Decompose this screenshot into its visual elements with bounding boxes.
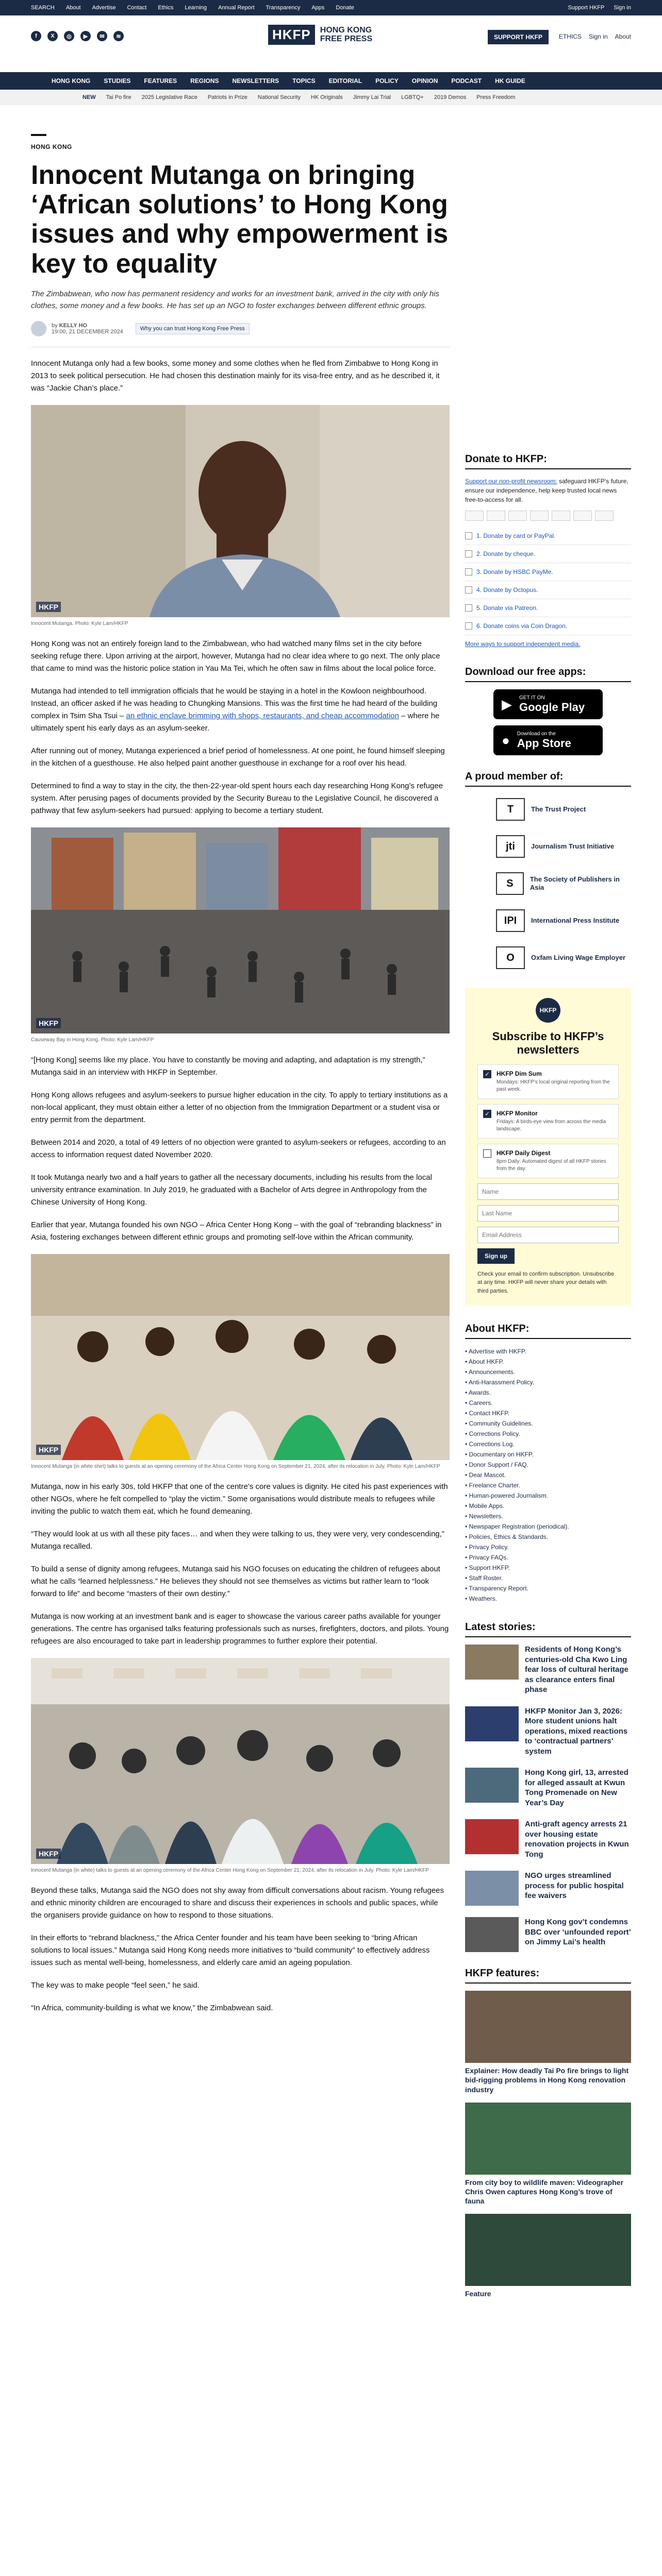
option-label: 5. Donate via Patreon. bbox=[476, 604, 538, 612]
story-thumbnail bbox=[465, 1706, 519, 1741]
topbar-sign-in[interactable]: Sign in bbox=[614, 5, 631, 11]
article-paragraph: Earlier that year, Mutanga founded his own NGO – Africa Center Hong Kong – with the goal of “rebranding blackness” in Asia, fostering exchanges between different ethnic groups and promoting self-love within the African community. bbox=[31, 1221, 442, 1242]
trending-tags bbox=[0, 90, 662, 105]
header-link-sign-in[interactable]: Sign in bbox=[588, 33, 608, 40]
about-link[interactable]: • Dear Mascot. bbox=[465, 1470, 631, 1480]
newsletter-heading: Subscribe to HKFP’s newsletters bbox=[492, 1030, 604, 1057]
article-paragraph: Determined to find a way to stay in the city, the then-22-year-old spent hours each day researching Hong Kong’s refugee system. After perusing pages of documents provided by the Security Bureau to the Legislative Council, he discovered a pathway that few asylum-seekers had pursued: applying to become a tertiary student. bbox=[31, 782, 443, 816]
donate-option[interactable] bbox=[465, 599, 631, 617]
tag-link[interactable]: National Security bbox=[257, 94, 301, 100]
main-nav-items bbox=[52, 77, 525, 84]
story-title: NGO urges streamlined process for public hospital fee waivers bbox=[525, 1871, 624, 1901]
support-hkfp-button[interactable]: SUPPORT HKFP bbox=[488, 30, 549, 44]
article-paragraph: Hong Kong allows refugees and asylum-seekers to pursue higher education in the city. To apply to tertiary institutions as a non-local applicant, they must obtain either a letter of no objection from the Immigration Department or a student visa or entry permit from the department. bbox=[31, 1091, 448, 1125]
tag-link[interactable]: Patriots in Prize bbox=[207, 94, 247, 100]
social-links bbox=[31, 31, 124, 41]
topbar-link-learning[interactable]: Learning bbox=[185, 5, 207, 11]
article-paragraph: Beyond these talks, Mutanga said the NGO does not shy away from difficult conversations about racism. Young refugees and ethnic minority children are encouraged to share and discuss their experiences in schools and public spaces, while the organisers provide guidance on how to respond to those situations. bbox=[31, 1886, 444, 1920]
option-icon bbox=[465, 550, 472, 557]
sidebar bbox=[465, 453, 631, 2307]
option-icon bbox=[465, 568, 472, 575]
photo-caption: Innocent Mutanga (in white) talks to guests at an opening ceremony of the Africa Center Hong Kong on September 21, 2024, after its relocation in July. Photo: Kyle Lam/HKFP bbox=[31, 1868, 429, 1874]
nav-item-topics[interactable]: TOPICS bbox=[292, 77, 316, 84]
paragraph-text: – where he ultimately spent his early days as an asylum-seeker. bbox=[31, 711, 440, 733]
story-thumbnail bbox=[465, 1871, 519, 1906]
photo-ceremony bbox=[31, 1254, 450, 1460]
article-standfirst: The Zimbabwean, who now has permanent residency and works for an investment bank, arrived in the city with only his clothes, some money and a few books. He has set up an NGO to foster exchanges between different ethnic groups. bbox=[31, 289, 440, 310]
story-title: Residents of Hong Kong’s centuries-old Cha Kwo Ling fear loss of cultural heritage as clearance enters final phase bbox=[525, 1645, 628, 1694]
street-illustration bbox=[31, 827, 450, 1033]
latest-story[interactable] bbox=[465, 1819, 631, 1859]
payment-methods bbox=[465, 511, 631, 521]
store-big-text: Google Play bbox=[519, 700, 585, 714]
nav-item-hong-kong[interactable]: HONG KONG bbox=[52, 77, 91, 84]
email-input[interactable] bbox=[477, 1227, 619, 1243]
option-label: 2. Donate by cheque. bbox=[476, 550, 536, 557]
article-byline bbox=[31, 321, 450, 336]
app-store-button[interactable] bbox=[493, 725, 603, 755]
about-heading: About HKFP: bbox=[465, 1323, 631, 1339]
article-paragraph: “They would look at us with all these pity faces… and when they were talking to us, they were very, very condescending,” Mutanga recalled. bbox=[31, 1530, 444, 1551]
donate-option[interactable] bbox=[465, 581, 631, 599]
nav-item-editorial[interactable]: EDITORIAL bbox=[328, 77, 362, 84]
feature-story[interactable] bbox=[465, 1991, 631, 2094]
tag-link[interactable]: 2025 Legislative Race bbox=[141, 94, 197, 100]
newsletter-option[interactable] bbox=[477, 1144, 619, 1178]
article bbox=[31, 134, 450, 2025]
logo-mark: HKFP bbox=[268, 25, 315, 45]
about-link[interactable]: • Anti-Harassment Policy. bbox=[465, 1377, 631, 1387]
article-paragraph: Between 2014 and 2020, a total of 49 letters of no objection were granted to asylum-seekers or refugees, according to an access to information request dated November 2020. bbox=[31, 1138, 446, 1160]
new-label: NEW bbox=[82, 94, 96, 100]
member-name: Journalism Trust Initiative bbox=[531, 842, 615, 851]
feature-thumbnail bbox=[465, 2214, 631, 2286]
article-headline: Innocent Mutanga on bringing ‘African solutions’ to Hong Kong issues and why empowerment is key to equality bbox=[31, 160, 449, 279]
donate-option[interactable] bbox=[465, 563, 631, 581]
checkbox-checked-icon[interactable]: ✓ bbox=[483, 1070, 491, 1078]
store-small-text: GET IT ON bbox=[519, 694, 545, 701]
store-small-text: Download on the bbox=[517, 731, 556, 737]
story-thumbnail bbox=[465, 1645, 519, 1680]
kicker-rule bbox=[31, 134, 46, 136]
member-name: Oxfam Living Wage Employer bbox=[531, 954, 626, 962]
about-link[interactable]: • Awards. bbox=[465, 1387, 631, 1398]
about-link[interactable]: • Privacy FAQs. bbox=[465, 1552, 631, 1563]
topbar-link-transparency[interactable]: Transparency bbox=[266, 5, 301, 11]
last-name-input[interactable] bbox=[477, 1205, 619, 1222]
latest-story[interactable] bbox=[465, 1871, 631, 1906]
topbar-link-apps[interactable]: Apps bbox=[311, 5, 325, 11]
photo-watermark: HKFP bbox=[36, 1018, 61, 1028]
photo-guests bbox=[31, 1658, 450, 1864]
author-avatar bbox=[31, 321, 46, 336]
option-icon bbox=[465, 622, 472, 630]
about-link[interactable]: • Weathers. bbox=[465, 1594, 631, 1604]
nav-item-policy[interactable]: POLICY bbox=[375, 77, 399, 84]
nav-item-regions[interactable]: REGIONS bbox=[190, 77, 219, 84]
newsletter-logo: HKFP bbox=[536, 998, 560, 1023]
about-link[interactable]: • Corrections Policy. bbox=[465, 1429, 631, 1439]
donate-options bbox=[465, 527, 631, 635]
header-links bbox=[559, 33, 631, 40]
newsletter-note: Check your email to confirm subscription. Unsubscribe at any time. HKFP will never share your details with third parties. bbox=[477, 1270, 615, 1294]
tag-link[interactable]: 2019 Demos bbox=[434, 94, 467, 100]
about-link[interactable]: • Privacy Policy. bbox=[465, 1542, 631, 1552]
sign-up-button[interactable]: Sign up bbox=[477, 1248, 515, 1264]
feature-story[interactable] bbox=[465, 2103, 631, 2206]
about-link[interactable]: • Newspaper Registration (periodical). bbox=[465, 1521, 631, 1532]
story-title: Anti-graft agency arrests 21 over housing estate renovation projects in Kwun Tong bbox=[525, 1820, 629, 1859]
octopus-icon bbox=[573, 511, 592, 521]
nav-item-opinion[interactable]: OPINION bbox=[411, 77, 438, 84]
tag-link[interactable]: LGBTQ+ bbox=[401, 94, 424, 100]
newsletter-desc: Mondays: HKFP’s local original reporting from the past week. bbox=[496, 1079, 610, 1092]
oxfam-icon: O bbox=[496, 946, 525, 969]
donate-heading: Donate to HKFP: bbox=[465, 453, 631, 469]
header-link-ethics[interactable]: ETHICS bbox=[558, 33, 582, 40]
mastercard-icon bbox=[465, 511, 484, 521]
about-link[interactable]: • Advertise with HKFP. bbox=[465, 1346, 631, 1357]
rss-icon[interactable]: ≋ bbox=[113, 31, 124, 41]
topbar-link-advertise[interactable]: Advertise bbox=[92, 5, 116, 11]
about-link[interactable]: • Staff Roster. bbox=[465, 1573, 631, 1583]
trending-tags-items bbox=[82, 94, 515, 100]
about-link[interactable]: • Freelance Charter. bbox=[465, 1480, 631, 1490]
patreon-icon bbox=[595, 511, 614, 521]
member-heading: A proud member of: bbox=[465, 771, 631, 787]
top-bar-right bbox=[568, 5, 631, 11]
article-paragraph: To build a sense of dignity among refugees, Mutanga said his NGO focuses on educating the children of refugees about what he calls “learned helplessness.” He believes they should not see themselves as victims but rather learn to “look forward to life” and become “masters of their own destiny.” bbox=[31, 1565, 440, 1599]
article-category[interactable]: HONG KONG bbox=[31, 143, 72, 150]
checkbox-icon[interactable] bbox=[483, 1149, 491, 1158]
article-paragraph: Innocent Mutanga only had a few books, some money and some clothes when he fled from Zimbabwe to Hong Kong in 2013 to seek political persecution. He had chosen this destination mainly for its visa-free entry, and as he described it, it was “Jackie Chan’s place.” bbox=[31, 359, 440, 393]
about-link[interactable]: • Community Guidelines. bbox=[465, 1418, 631, 1429]
feature-thumbnail bbox=[465, 2103, 631, 2175]
inline-link[interactable]: an ethnic enclave brimming with shops, restaurants, and cheap accommodation bbox=[126, 711, 399, 721]
option-icon bbox=[465, 586, 472, 594]
story-thumbnail bbox=[465, 1819, 519, 1854]
topbar-link-donate[interactable]: Donate bbox=[336, 5, 354, 11]
about-link[interactable]: • Careers. bbox=[465, 1398, 631, 1408]
newsletter-signup bbox=[465, 988, 631, 1306]
about-link[interactable]: • About HKFP. bbox=[465, 1357, 631, 1367]
guests-illustration bbox=[31, 1658, 450, 1864]
feature-title: Explainer: How deadly Tai Po fire brings to light bid-rigging problems in Hong Kong renovation industry bbox=[465, 2066, 629, 2094]
publish-date: 19:00, 21 DECEMBER 2024 bbox=[52, 329, 123, 335]
feature-title: Feature bbox=[465, 2290, 491, 2298]
article-paragraph: The key was to make people “feel seen,” he said. bbox=[31, 1981, 200, 1990]
about-link[interactable]: • Newsletters. bbox=[465, 1511, 631, 1521]
member-oxfam[interactable] bbox=[496, 943, 631, 972]
about-link[interactable]: • Support HKFP. bbox=[465, 1563, 631, 1573]
trust-button[interactable]: Why you can trust Hong Kong Free Press bbox=[136, 323, 250, 334]
member-sopa[interactable] bbox=[496, 869, 631, 898]
photo-watermark: HKFP bbox=[36, 1849, 61, 1859]
member-ipi[interactable] bbox=[496, 906, 631, 935]
top-bar bbox=[0, 0, 662, 15]
visa-icon bbox=[487, 511, 505, 521]
newsletter-option[interactable] bbox=[477, 1104, 619, 1139]
article-paragraph: “[Hong Kong] seems like my place. You have to constantly be moving and adapting, and adaptation is my strength,” Mutanga said in an interview with HKFP in September. bbox=[31, 1056, 425, 1077]
byline-text: by KELLY HO 19:00, 21 DECEMBER 2024 bbox=[52, 323, 123, 335]
photo-caption: Innocent Mutanga. Photo: Kyle Lam/HKFP bbox=[31, 621, 128, 627]
figure-ceremony bbox=[31, 1254, 450, 1470]
article-paragraph: It took Mutanga nearly two and a half years to gather all the necessary documents, including his results from the local university entrance examination. In July 2019, he graduated with a Bachelor of Arts degree in Anthropology from the Chinese University of Hong Kong. bbox=[31, 1173, 432, 1207]
facebook-icon[interactable]: f bbox=[31, 31, 41, 41]
about-link[interactable]: • Corrections Log. bbox=[465, 1439, 631, 1449]
instagram-icon[interactable]: ◎ bbox=[64, 31, 74, 41]
more-ways-link[interactable]: More ways to support independent media. bbox=[465, 640, 581, 648]
tag-link[interactable]: Jimmy Lai Trial bbox=[353, 94, 391, 100]
tag-link[interactable]: Tai Po fire bbox=[106, 94, 131, 100]
story-thumbnail bbox=[465, 1768, 519, 1803]
features-heading: HKFP features: bbox=[465, 1968, 631, 1984]
first-name-input[interactable] bbox=[477, 1183, 619, 1200]
checkbox-checked-icon[interactable]: ✓ bbox=[483, 1110, 491, 1118]
story-title: HKFP Monitor Jan 3, 2026: More student unions halt operations, mixed reactions to ‘contractual partners’ system bbox=[525, 1706, 628, 1756]
about-link[interactable]: • Mobile Apps. bbox=[465, 1501, 631, 1511]
store-big-text: App Store bbox=[517, 736, 571, 750]
donate-text: safeguard HKFP’s future, ensure our independence, help keep trusted local news free-to-access for all. bbox=[465, 478, 628, 503]
story-title: Hong Kong gov’t condemns BBC over ‘unfounded report’ on Jimmy Lai’s health bbox=[525, 1918, 631, 1947]
figure-street bbox=[31, 827, 450, 1044]
latest-story[interactable] bbox=[465, 1706, 631, 1757]
topbar-link-search[interactable]: SEARCH bbox=[31, 5, 55, 11]
photo-street bbox=[31, 827, 450, 1033]
member-name: The Society of Publishers in Asia bbox=[529, 875, 620, 891]
topbar-link-contact[interactable]: Contact bbox=[127, 5, 147, 11]
option-icon bbox=[465, 532, 472, 539]
google-play-button[interactable] bbox=[493, 689, 603, 719]
newsletter-name: HKFP Monitor bbox=[496, 1109, 538, 1117]
donate-link[interactable]: Support our non-profit newsroom: bbox=[465, 478, 557, 485]
payme-icon bbox=[552, 511, 570, 521]
photo-watermark: HKFP bbox=[36, 1445, 61, 1455]
site-logo[interactable] bbox=[268, 25, 372, 45]
photo-caption: Causeway Bay in Hong Kong. Photo: Kyle Lam/HKFP bbox=[31, 1037, 154, 1043]
logo-line-2: FREE PRESS bbox=[320, 34, 373, 43]
feature-title: From city boy to wildlife maven: Videographer Chris Owen captures Hong Kong’s trove of fauna bbox=[465, 2178, 624, 2206]
x-icon[interactable]: X bbox=[47, 31, 58, 41]
latest-story[interactable] bbox=[465, 1768, 631, 1808]
author-name[interactable]: KELLY HO bbox=[59, 323, 88, 329]
amex-icon bbox=[508, 511, 527, 521]
nav-item-hk-guide[interactable]: HK GUIDE bbox=[495, 77, 525, 84]
jti-icon: jti bbox=[496, 835, 525, 858]
feature-story[interactable] bbox=[465, 2214, 631, 2298]
trust-project-icon: T bbox=[496, 798, 525, 821]
newsletter-name: HKFP Dim Sum bbox=[496, 1070, 542, 1077]
article-paragraph: After running out of money, Mutanga experienced a brief period of homelessness. At one point, he found himself sleeping in the kitchen of a guesthouse. He also helped paint another guesthouse in exchange for a roof over his head. bbox=[31, 747, 445, 768]
article-paragraph: Mutanga is now working at an investment bank and is eager to showcase the various career paths available for younger generations. The centre has organised talks featuring professionals such as nurses, firefighters, doctors, and pilots. Young refugees are also encouraged to take part in leadership programmes to further explore their potential. bbox=[31, 1612, 449, 1646]
nav-item-features[interactable]: FEATURES bbox=[144, 77, 177, 84]
photo-watermark: HKFP bbox=[36, 602, 61, 612]
option-label: 4. Donate by Octopus. bbox=[476, 586, 538, 594]
member-name: The Trust Project bbox=[531, 805, 586, 814]
about-link[interactable]: • Human-powered Journalism. bbox=[465, 1490, 631, 1501]
about-link[interactable]: • Contact HKFP. bbox=[465, 1408, 631, 1418]
main-nav bbox=[0, 72, 662, 90]
logo-wordmark bbox=[320, 26, 372, 44]
about-link[interactable]: • Donor Support / FAQ. bbox=[465, 1460, 631, 1470]
donate-description bbox=[465, 477, 631, 504]
paragraph-text: Mutanga had intended to tell immigration officials that he would be staying in a hotel in the Kowloon neighbourhood. Instead, an officer asked if he was heading to Chungking Mansions. This was the first time he had heard of the building complex in Tsim Sha Tsui – bbox=[31, 687, 438, 721]
topbar-link-annual-report[interactable]: Annual Report bbox=[218, 5, 255, 11]
tag-link[interactable]: HK Originals bbox=[311, 94, 343, 100]
newsletter-desc: Fridays: A birds-eye view from across the media landscape. bbox=[496, 1118, 606, 1132]
tag-link[interactable]: Press Freedom bbox=[476, 94, 516, 100]
paypal-icon bbox=[530, 511, 549, 521]
article-paragraph: Hong Kong was not an entirely foreign land to the Zimbabwean, who had watched many films set in the city before seeking refuge there. Upon arriving at the airport, however, Mutanga had no clear idea where to go next. The only place that came to mind was the historic police station in Yau Ma Tei, which he often saw in films about the local police force. bbox=[31, 639, 440, 673]
newsletter-desc: 8pm Daily: Automated digest of all HKFP stories from the day. bbox=[496, 1158, 606, 1172]
about-link[interactable]: • Policies, Ethics & Standards. bbox=[465, 1532, 631, 1542]
about-link[interactable]: • Announcements. bbox=[465, 1367, 631, 1377]
about-link[interactable]: • Documentary on HKFP. bbox=[465, 1449, 631, 1460]
option-label: 3. Donate by HSBC PayMe. bbox=[476, 568, 553, 575]
top-bar-links bbox=[31, 5, 354, 11]
portrait-illustration bbox=[31, 405, 450, 617]
nav-item-studies[interactable]: STUDIES bbox=[104, 77, 131, 84]
latest-heading: Latest stories: bbox=[465, 1621, 631, 1637]
latest-story[interactable] bbox=[465, 1917, 631, 1952]
email-icon[interactable]: ✉ bbox=[97, 31, 107, 41]
google-play-icon: ▶ bbox=[502, 696, 512, 712]
about-link[interactable]: • Transparency Report. bbox=[465, 1583, 631, 1594]
newsletter-option[interactable] bbox=[477, 1064, 619, 1099]
nav-item-podcast[interactable]: PODCAST bbox=[451, 77, 482, 84]
logo-line-1: HONG KONG bbox=[320, 25, 372, 35]
story-thumbnail bbox=[465, 1917, 519, 1952]
apple-icon: ● bbox=[502, 732, 510, 748]
ipi-icon: IPI bbox=[496, 909, 525, 932]
member-trust-project[interactable] bbox=[496, 795, 631, 824]
story-title: Hong Kong girl, 13, arrested for alleged assault at Kwun Tong Promenade on New Year’s Day bbox=[525, 1768, 628, 1807]
donate-option[interactable] bbox=[465, 527, 631, 545]
donate-option[interactable] bbox=[465, 617, 631, 635]
photo-portrait bbox=[31, 405, 450, 617]
topbar-link-ethics[interactable]: Ethics bbox=[158, 5, 174, 11]
topbar-support[interactable]: Support HKFP bbox=[568, 5, 605, 11]
youtube-icon[interactable]: ▶ bbox=[80, 31, 91, 41]
topbar-link-about[interactable]: About bbox=[65, 5, 81, 11]
sopa-icon: S bbox=[496, 872, 524, 895]
ceremony-illustration bbox=[31, 1254, 450, 1460]
header-link-about[interactable]: About bbox=[615, 33, 631, 40]
photo-caption: Innocent Mutanga (in white shirt) talks to guests at an opening ceremony of the Africa Center Hong Kong on September 21, 2024, after its relocation in July. Photo: Kyle Lam/HKFP bbox=[31, 1464, 440, 1470]
figure-portrait bbox=[31, 405, 450, 628]
site-header bbox=[0, 15, 662, 77]
option-label: 6. Donate coins via Coin Dragon. bbox=[476, 622, 568, 630]
apps-heading: Download our free apps: bbox=[465, 666, 631, 682]
article-paragraph: Mutanga, now in his early 30s, told HKFP that one of the centre’s core values is dignity. He cited his past experiences with other NGOs, where he felt compelled to “play the victim.” Some organisations would distribute meals to refugees while inviting the public to watch them eat, which he found demeaning. bbox=[31, 1482, 448, 1516]
article-paragraph bbox=[31, 685, 450, 735]
option-label: 1. Donate by card or PayPal. bbox=[476, 532, 556, 539]
member-jti[interactable] bbox=[496, 832, 631, 861]
newsletter-name: HKFP Daily Digest bbox=[496, 1149, 551, 1157]
option-icon bbox=[465, 604, 472, 612]
figure-guests bbox=[31, 1658, 450, 1874]
member-name: International Press Institute bbox=[531, 917, 620, 925]
feature-thumbnail bbox=[465, 1991, 631, 2063]
about-list bbox=[465, 1346, 631, 1604]
article-paragraph: “In Africa, community-building is what we know,” the Zimbabwean said. bbox=[31, 2004, 273, 2013]
donate-option[interactable] bbox=[465, 545, 631, 563]
nav-item-newsletters[interactable]: NEWSLETTERS bbox=[232, 77, 279, 84]
latest-story[interactable] bbox=[465, 1645, 631, 1695]
article-paragraph: In their efforts to “rebrand blackness,” the Africa Center founder and his team have been seeking to “bring African solutions to local issues.” Mutanga said Hong Kong needs more initiatives to “build community” to effectively address issues such as mental well-being, homelessness, and elderly care amid an ageing population. bbox=[31, 1934, 430, 1968]
